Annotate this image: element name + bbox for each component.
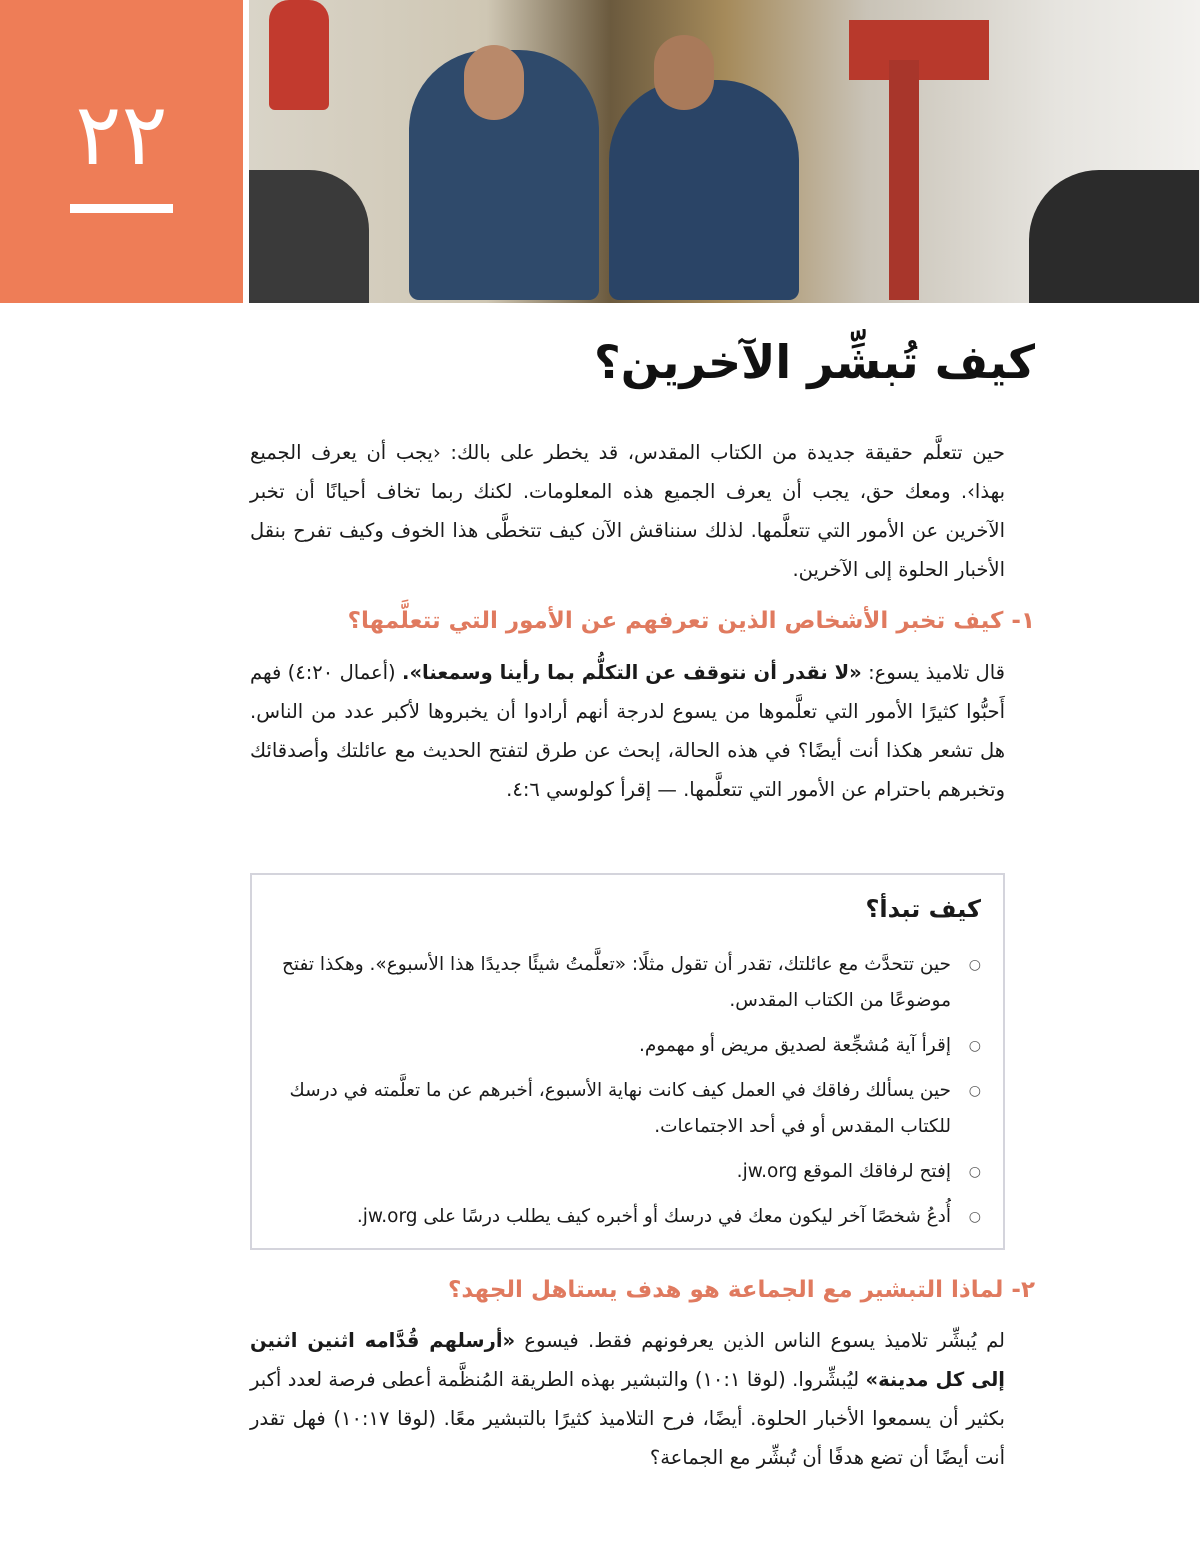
bold-quote: «أرسلهم قُدَّامه اثنين اثنين إلى كل مدينة» xyxy=(250,1329,1005,1391)
chapter-number-box xyxy=(0,0,243,303)
circle-bullet-icon: ○ xyxy=(968,1164,981,1180)
how-to-start-box xyxy=(250,873,1005,1250)
circle-bullet-icon: ○ xyxy=(968,957,981,973)
list-item xyxy=(281,1154,981,1190)
circle-bullet-icon: ○ xyxy=(968,1209,981,1225)
list-item-text: حين يسألك رفاقك في العمل كيف كانت نهاية الأسبوع، أخبرهم عن ما تعلَّمته في درسك للكتاب المقدس أو في أحد الاجتماعات. xyxy=(289,1080,951,1137)
list-item-text: إفتح لرفاقك الموقع jw.org. xyxy=(736,1161,951,1182)
section-2-paragraph xyxy=(250,1321,1005,1477)
page-title: كيف تُبشِّر الآخرين؟ xyxy=(594,335,1035,389)
list-item xyxy=(281,1199,981,1235)
person-right-head xyxy=(654,35,714,110)
text: ليُبشِّروا. (لوقا ١٠:١) والتبشير بهذه الطريقة المُنظَّمة أعطى فرصة لعدد أكبر بكثير أن يسمعوا الأخبار الحلوة. أيضًا، فرح التلاميذ كثيرًا بالتبشير معًا. (لوقا ١٠:١٧) فهل تقدر أنت أيضًا أن تضع هدفًا أن تُبشِّر مع الجماعة؟ xyxy=(250,1368,1005,1469)
list-item-text: إقرأ آية مُشجِّعة لصديق مريض أو مهموم. xyxy=(638,1035,951,1056)
text: (أعمال ٤:٢٠) فهم أَحبُّوا كثيرًا الأمور التي تعلَّموها من يسوع لدرجة أنهم أرادوا أن يخبروها لأكبر عدد من الناس. هل تشعر هكذا أنت أيضًا؟ في هذه الحالة، إبحث عن طرق لتفتح الحديث مع عائلتك وأصدقائك وتخبرهم باحترام عن الأمور التي تتعلَّمها. — إقرأ كولوسي ٤:٦. xyxy=(250,661,1005,801)
circle-bullet-icon: ○ xyxy=(968,1083,981,1099)
list-item xyxy=(281,947,981,1019)
header-photo xyxy=(249,0,1200,303)
red-post-shape xyxy=(889,60,919,300)
person-right-shape xyxy=(609,80,799,300)
section-1-paragraph xyxy=(250,653,1005,809)
motorcycle-shape xyxy=(1029,170,1199,303)
motorcycle-left-shape xyxy=(249,170,369,303)
section-2-heading: ٢- لماذا التبشير مع الجماعة هو هدف يستاهل الجهد؟ xyxy=(448,1277,1035,1303)
bold-quote: «لا نقدر أن نتوقف عن التكلُّم بما رأينا وسمعنا». xyxy=(402,661,862,684)
chapter-number: ٢٢ xyxy=(75,85,168,185)
circle-bullet-icon: ○ xyxy=(968,1038,981,1054)
text: قال تلاميذ يسوع: xyxy=(861,661,1005,684)
red-machine-shape xyxy=(849,20,989,80)
fire-extinguisher-shape xyxy=(269,0,329,110)
list-item xyxy=(281,1028,981,1064)
list-item xyxy=(281,1073,981,1145)
section-1-heading: ١- كيف تخبر الأشخاص الذين تعرفهم عن الأمور التي تتعلَّمها؟ xyxy=(347,608,1035,634)
person-left-head xyxy=(464,45,524,120)
box-title: كيف تبدأ؟ xyxy=(865,895,981,923)
intro-paragraph: حين تتعلَّم حقيقة جديدة من الكتاب المقدس، قد يخطر على بالك: ‹يجب أن يعرف الجميع بهذا›. ومعك حق، يجب أن يعرف الجميع هذه المعلومات. لكنك ربما تخاف أحيانًا أن تخبر الآخرين عن الأمور التي تتعلَّمها. لذلك سنناقش الآن كيف تتخطَّى هذا الخوف وكيف تفرح بنقل الأخبار الحلوة إلى الآخرين. xyxy=(250,441,1005,581)
chapter-number-underline xyxy=(70,204,173,213)
list-item-text: أُدعُ شخصًا آخر ليكون معك في درسك أو أخبره كيف يطلب درسًا على jw.org. xyxy=(356,1206,951,1227)
text: لم يُبشِّر تلاميذ يسوع الناس الذين يعرفونهم فقط. فيسوع xyxy=(515,1329,1005,1352)
list-item-text: حين تتحدَّث مع عائلتك، تقدر أن تقول مثلًا: «تعلَّمتُ شيئًا جديدًا هذا الأسبوع». وهكذا تفتح موضوعًا من الكتاب المقدس. xyxy=(281,954,951,1011)
tips-list xyxy=(281,947,981,1244)
